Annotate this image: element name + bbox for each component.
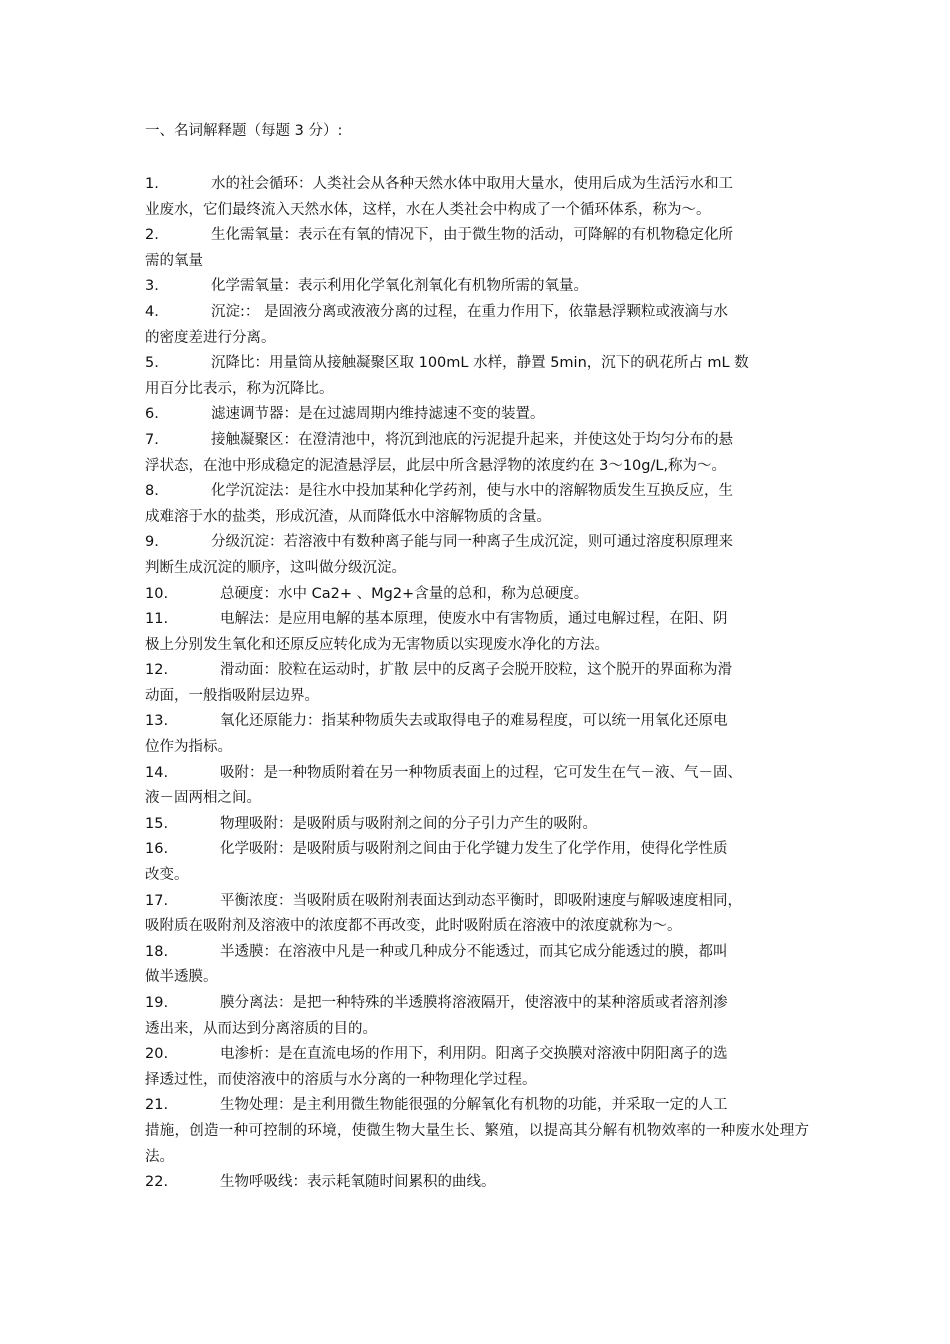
item-number: 19. [145,995,169,1011]
item-text-first-line: 水的社会循环：人类社会从各种天然水体中取用大量水，使用后成为生活污水和工 [211,176,733,192]
list-item [145,402,809,428]
item-text-first-line: 总硬度：水中 Ca2+ 、Mg2+含量的总和，称为总硬度。 [220,585,589,602]
item-number: 8. [145,483,159,500]
item-number: 18. [145,943,169,960]
list-item [145,479,809,530]
item-text-continuation: 透出来，从而达到分离溶质的目的。 [145,1020,377,1037]
item-number: 9. [145,534,159,551]
item-number: 15. [145,815,169,832]
list-item [145,300,809,351]
item-number: 14. [145,764,169,781]
item-text-first-line: 电渗析：是在直流电场的作用下，利用阴。阳离子交换膜对溶液中阴阳离子的选 [220,1046,728,1063]
item-text-continuation: 措施，创造一种可控制的环境，使微生物大量生长、繁殖，以提高其分解有机物效率的一种废水处理方法。 [145,1122,809,1165]
list-item [145,837,809,888]
item-number: 21. [145,1097,169,1114]
list-item [145,889,809,940]
item-number: 22. [145,1174,169,1191]
list-item [145,530,809,581]
item-number: 5. [145,355,159,372]
term-definition-list [145,172,809,1196]
item-text-continuation: 吸附质在吸附剂及溶液中的浓度都不再改变，此时吸附质在溶液中的浓度就称为～。 [145,918,682,935]
item-text-first-line: 化学沉淀法：是往水中投加某种化学药剂，使与水中的溶解物质发生互换反应，生 [211,483,733,500]
list-item [145,761,809,812]
item-text-continuation: 改变。 [145,867,189,884]
item-text-continuation: 成难溶于水的盐类，形成沉渣，从而降低水中溶解物质的含量。 [145,508,551,525]
item-text-first-line: 化学需氧量：表示利用化学氧化剂氧化有机物所需的氧量。 [211,278,588,295]
list-item [145,812,809,838]
item-text-first-line: 生化需氧量：表示在有氧的情况下，由于微生物的活动，可降解的有机物稳定化所 [211,227,733,244]
item-text-continuation: 液－固两相之间。 [145,790,261,807]
item-text-first-line: 生物处理：是主利用微生物能很强的分解氧化有机物的功能，并采取一定的人工 [220,1097,728,1114]
item-text-first-line: 接触凝聚区：在澄清池中，将沉到池底的污泥提升起来，并使这处于均匀分布的悬 [211,431,733,448]
item-text-continuation: 业废水，它们最终流入天然水体，这样，水在人类社会中构成了一个循环体系，称为～。 [145,201,711,218]
list-item [145,223,809,274]
item-number: 12. [145,662,169,679]
item-number: 2. [145,227,159,244]
item-text-continuation: 用百分比表示，称为沉降比。 [145,380,334,397]
item-number: 16. [145,841,169,858]
list-item [145,582,809,608]
list-item [145,1042,809,1093]
item-text-continuation: 位作为指标。 [145,739,232,756]
list-item [145,1093,809,1170]
item-text-continuation: 择透过性，而使溶液中的溶质与水分离的一种物理化学过程。 [145,1071,537,1088]
item-text-continuation: 动面，一般指吸附层边界。 [145,687,319,704]
item-number: 4. [145,303,159,320]
list-item [145,940,809,991]
item-text-continuation: 做半透膜。 [145,969,218,986]
item-text-first-line: 滤速调节器：是在过滤周期内维持滤速不变的装置。 [211,406,545,423]
item-text-continuation: 极上分别发生氧化和还原反应转化成为无害物质以实现废水净化的方法。 [145,636,609,653]
item-text-continuation: 判断生成沉淀的顺序，这叫做分级沉淀。 [145,559,406,576]
item-text-first-line: 分级沉淀：若溶液中有数种离子能与同一种离子生成沉淀，则可通过溶度积原理来 [211,534,733,551]
section-title: 一、名词解释题（每题 3 分）: [145,123,343,139]
item-number: 1. [145,176,159,192]
item-text-first-line: 膜分离法：是把一种特殊的半透膜将溶液隔开，使溶液中的某种溶质或者溶剂渗 [220,995,728,1011]
item-text-first-line: 物理吸附：是吸附质与吸附剂之间的分子引力产生的吸附。 [220,815,597,832]
item-text-first-line: 化学吸附：是吸附质与吸附剂之间由于化学键力发生了化学作用，使得化学性质 [220,841,728,858]
list-item [145,607,809,658]
item-number: 13. [145,713,169,730]
item-text-first-line: 半透膜：在溶液中凡是一种或几种成分不能透过，而其它成分能透过的膜，都叫 [220,943,728,960]
item-text-first-line: 平衡浓度：当吸附质在吸附剂表面达到动态平衡时，即吸附速度与解吸速度相同， [220,892,742,909]
list-item [145,172,809,223]
item-number: 3. [145,278,159,295]
item-number: 20. [145,1046,169,1063]
item-text-first-line: 生物呼吸线：表示耗氧随时间累积的曲线。 [220,1174,496,1191]
item-number: 6. [145,406,159,423]
list-item [145,991,809,1042]
item-number: 10. [145,585,169,602]
item-text-first-line: 氧化还原能力：指某种物质失去或取得电子的难易程度，可以统一用氧化还原电 [220,713,728,730]
list-item [145,658,809,709]
item-text-first-line: 沉降比：用量筒从接触凝聚区取 100mL 水样，静置 5min，沉下的矾花所占 mL 数 [211,355,749,372]
item-text-first-line: 吸附：是一种物质附着在另一种物质表面上的过程，它可发生在气－液、气－固、 [220,764,742,781]
item-text-continuation: 浮状态，在池中形成稳定的泥渣悬浮层，此层中所含悬浮物的浓度约在 3～10g/L,称为～。 [145,457,727,474]
item-text-first-line: 沉淀:： 是固液分离或液液分离的过程，在重力作用下，依靠悬浮颗粒或液滴与水 [211,303,728,320]
item-number: 7. [145,431,159,448]
item-number: 17. [145,892,169,909]
list-item [145,428,809,479]
item-number: 11. [145,611,169,628]
list-item [145,351,809,402]
item-text-first-line: 滑动面：胶粒在运动时，扩散 层中的反离子会脱开胶粒，这个脱开的界面称为滑 [220,662,733,679]
item-text-continuation: 需的氧量 [145,252,203,269]
list-item [145,709,809,760]
list-item [145,1170,809,1196]
item-text-first-line: 电解法：是应用电解的基本原理，使废水中有害物质，通过电解过程，在阳、阴 [220,611,728,628]
list-item [145,274,809,300]
item-text-continuation: 的密度差进行分离。 [145,329,276,346]
